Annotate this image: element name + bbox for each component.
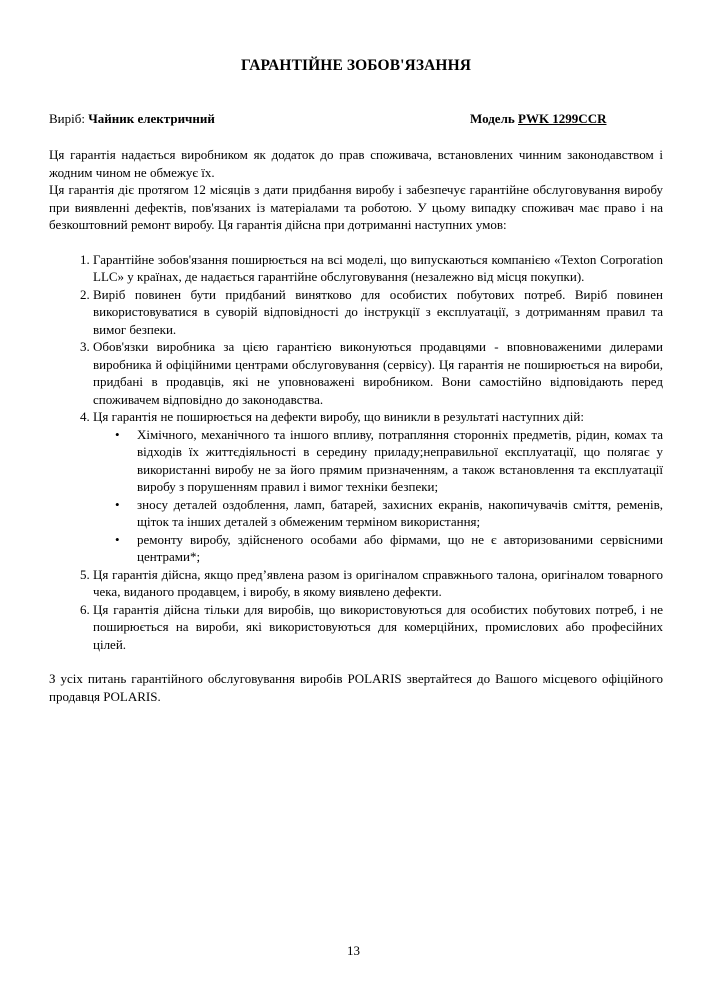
- condition-text: Ця гарантія дійсна тільки для виробів, що використовуються для особистих побутових потреб, і не поширюється на вироби, які використовуються для комерційних, промислових або професійних цілей.: [93, 601, 663, 652]
- page-number: 13: [347, 943, 360, 958]
- model-field: [470, 110, 606, 128]
- exclusions-list: [93, 426, 663, 566]
- condition-text: Гарантійне зобов'язання поширюється на всі моделі, що випускаються компанією «Texton Corporation LLC» у країнах, де надається гарантійне обслуговування (незалежно від місця покупки).: [93, 251, 663, 284]
- condition-item-2: [93, 286, 663, 339]
- bullet-icon: •: [115, 496, 120, 512]
- condition-item-6: [93, 601, 663, 654]
- closing-paragraph: З усіх питань гарантійного обслуговування виробів POLARIS звертайтеся до Вашого місцевого офіційного продавця POLARIS.: [49, 671, 663, 704]
- product-field: [49, 110, 215, 128]
- exclusion-item-1: [115, 426, 663, 496]
- condition-text: Ця гарантія не поширюється на дефекти виробу, що виникли в результаті наступних дій:: [93, 409, 584, 424]
- exclusion-text: зносу деталей оздоблення, ламп, батарей, захисних екранів, накопичувачів сміття, ременів, щіток та інших деталей з обмеженим терміном використання;: [137, 496, 663, 529]
- condition-text: Виріб повинен бути придбаний винятково для особистих побутових потреб. Виріб повинен використовуватися в суворій відповідності до інструкції з експлуатації, з дотриманням правил та вимог безпеки.: [93, 286, 663, 337]
- conditions-list: [49, 251, 663, 654]
- document-title: ГАРАНТІЙНЕ ЗОБОВ'ЯЗАННЯ: [240, 57, 472, 74]
- condition-item-3: [93, 338, 663, 408]
- exclusion-text: ремонту виробу, здійсненого особами або фірмами, що не є авторизованими сервісними центрами*;: [137, 531, 663, 564]
- product-name: Чайник електричний: [88, 111, 215, 126]
- bullet-icon: •: [115, 531, 120, 547]
- model-label: Модель: [470, 111, 518, 126]
- intro-paragraph-2: Ця гарантія діє протягом 12 місяців з дати придбання виробу і забезпечує гарантійне обслуговування виробу при виявленні дефектів, пов'язаних із матеріалами та роботою. У цьому випадку споживач має право і на безкоштовний ремонт виробу. Ця гарантія дійсна при дотриманні наступних умов:: [49, 182, 663, 232]
- condition-text: Обов'язки виробника за цією гарантією виконуються продавцями - вповноваженими дилерами виробника й офіційними центрами обслуговування (сервісу). Ця гарантія не поширюється на вироби, придбані в продавців, які не уповноважені виробником. Вони самостійно відповідають перед споживачем відповідно до законодавства.: [93, 339, 663, 407]
- bullet-icon: •: [115, 426, 120, 442]
- intro-paragraph-1: Ця гарантія надається виробником як додаток до прав споживача, встановлених чинним законодавством і жодним чином не обмежує їх.: [49, 147, 663, 180]
- exclusion-item-3: [115, 531, 663, 566]
- model-value: PWK 1299CCR: [518, 111, 607, 126]
- condition-item-4: [93, 408, 663, 566]
- exclusion-text: Хімічного, механічного та іншого впливу, потрапляння сторонніх предметів, рідин, комах та відходів їх життєдіяльності в середину приладу;неправильної експлуатації, що полягає у використанні виробу не за його прямим призначенням, а також встановлення та експлуатації виробу з порушенням правил і вимог техніки безпеки;: [137, 426, 663, 494]
- product-info: [49, 110, 663, 128]
- exclusion-item-2: [115, 496, 663, 531]
- condition-item-5: [93, 566, 663, 601]
- condition-item-1: [93, 251, 663, 286]
- condition-text: Ця гарантія дійсна, якщо пред’явлена разом із оригіналом справжнього талона, оригіналом товарного чека, виданого продавцем, і виробу, в якому виявлено дефекти.: [93, 566, 663, 599]
- document-page: [49, 56, 663, 705]
- product-label: Виріб:: [49, 111, 89, 126]
